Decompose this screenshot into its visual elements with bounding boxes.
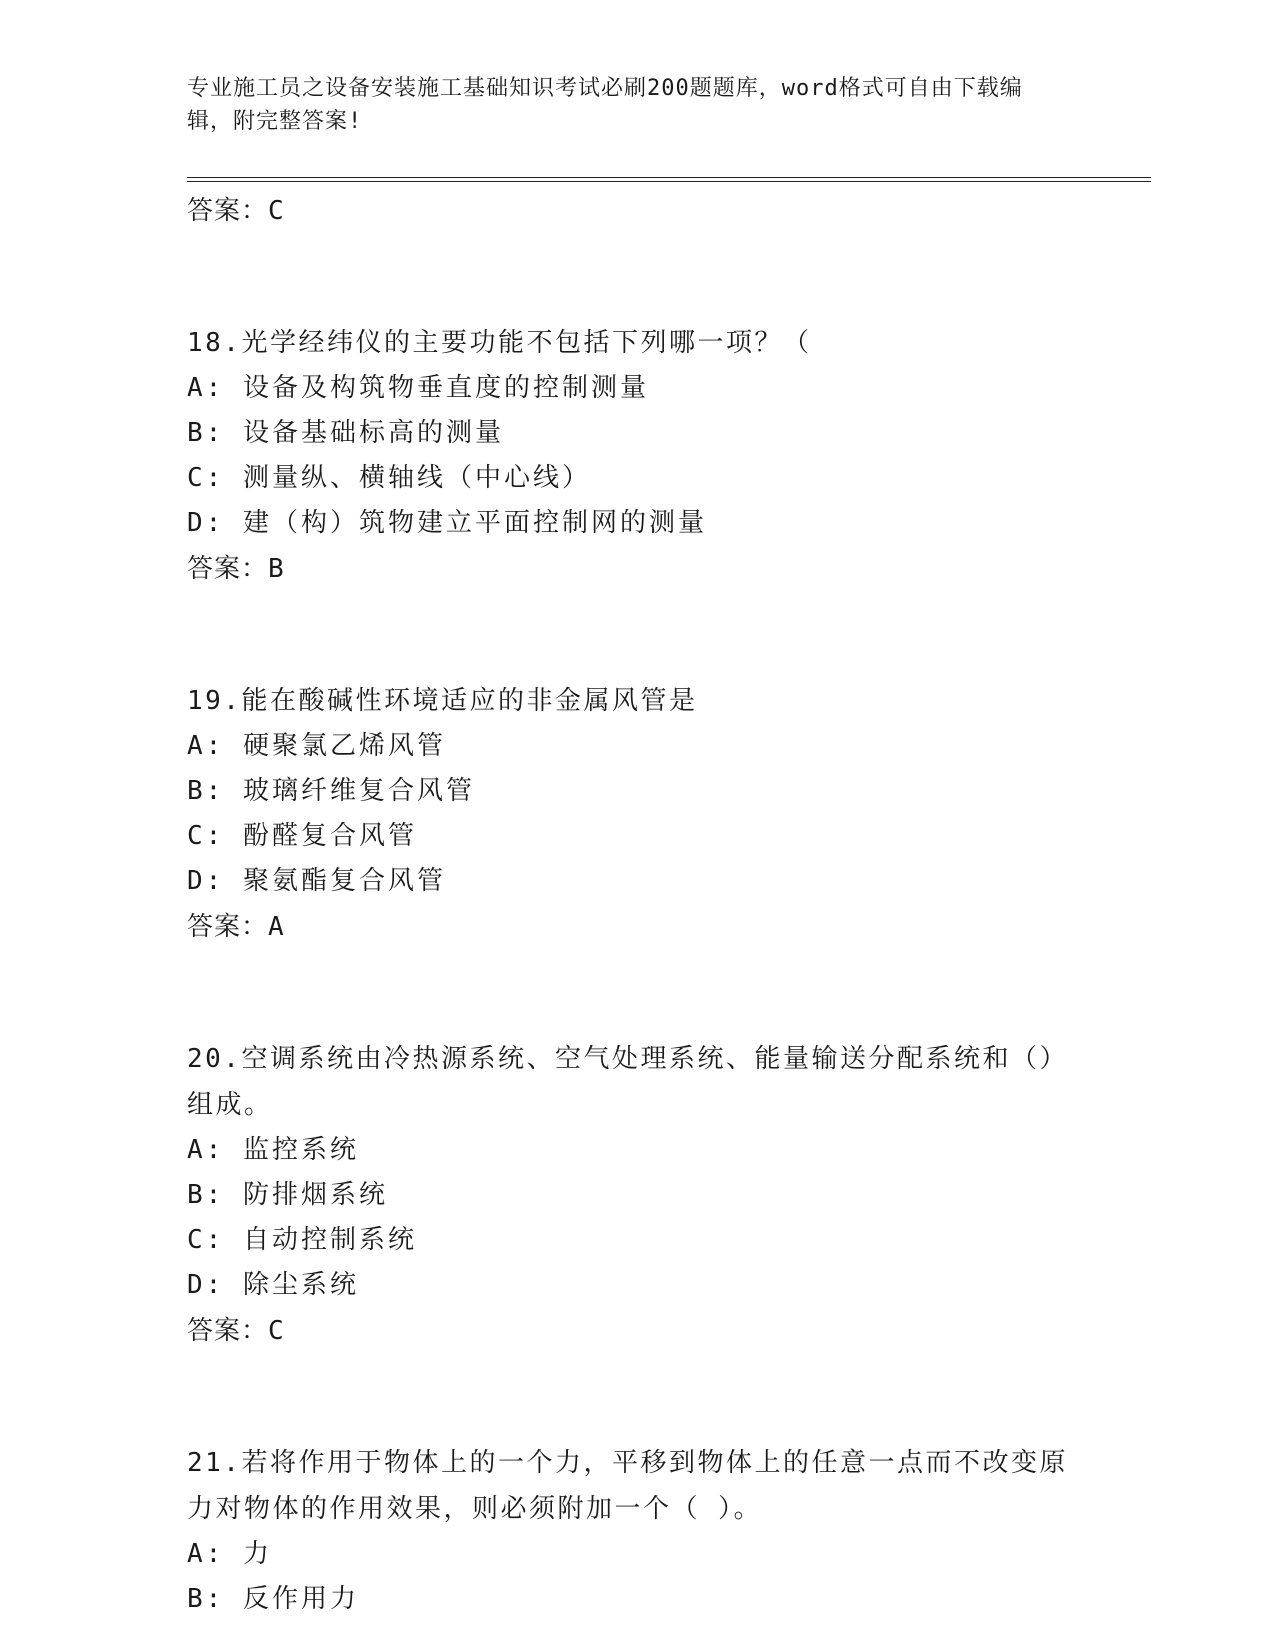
document-title: 专业施工员之设备安装施工基础知识考试必刷200题题库，word格式可自由下载编辑，附完整答案!: [187, 76, 1023, 134]
option-b: B: 反作用力: [187, 1584, 359, 1614]
option-c: C: 自动控制系统: [187, 1225, 417, 1255]
option-a: A: 设备及构筑物垂直度的控制测量: [187, 373, 649, 403]
answer-value: A: [268, 912, 285, 942]
question-list: [187, 188, 1087, 1622]
answer-label: 答案：: [187, 196, 269, 226]
answer-value: C: [268, 196, 285, 226]
question-20: [187, 1036, 1087, 1354]
question-stem: 21.若将作用于物体上的一个力，平移到物体上的任意一点而不改变原力对物体的作用效果，则必须附加一个（ ）。: [187, 1448, 1068, 1524]
header-divider: [187, 177, 1151, 178]
option-b: B: 玻璃纤维复合风管: [187, 776, 475, 806]
answer-label: 答案：: [187, 912, 269, 942]
option-a: A: 硬聚氯乙烯风管: [187, 731, 446, 761]
question-stem: 19.能在酸碱性环境适应的非金属风管是: [187, 686, 698, 716]
option-d: D: 建（构）筑物建立平面控制网的测量: [187, 508, 707, 538]
answer-value: B: [268, 554, 285, 584]
option-d: D: 除尘系统: [187, 1270, 359, 1300]
option-b: B: 防排烟系统: [187, 1180, 388, 1210]
answer-line: [187, 546, 1087, 592]
answer-value: C: [268, 1316, 285, 1346]
answer-line: [187, 904, 1087, 950]
option-a: A: 力: [187, 1539, 272, 1569]
header-divider: [187, 181, 1151, 182]
answer-line: [187, 1308, 1087, 1354]
question-19: [187, 678, 1087, 950]
option-d: D: 聚氨酯复合风管: [187, 866, 446, 896]
option-b: B: 设备基础标高的测量: [187, 418, 504, 448]
option-c: C: 酚醛复合风管: [187, 821, 417, 851]
answer-label: 答案：: [187, 1316, 269, 1346]
question-stem: 18.光学经纬仪的主要功能不包括下列哪一项？（: [187, 328, 812, 358]
question-21: [187, 1440, 1087, 1622]
question-18: [187, 320, 1087, 592]
answer-line: [187, 188, 1087, 234]
question-stem: 20.空调系统由冷热源系统、空气处理系统、能量输送分配系统和（）组成。: [187, 1044, 1068, 1120]
answer-label: 答案：: [187, 554, 269, 584]
option-c: C: 测量纵、横轴线（中心线）: [187, 463, 591, 493]
option-a: A: 监控系统: [187, 1135, 359, 1165]
